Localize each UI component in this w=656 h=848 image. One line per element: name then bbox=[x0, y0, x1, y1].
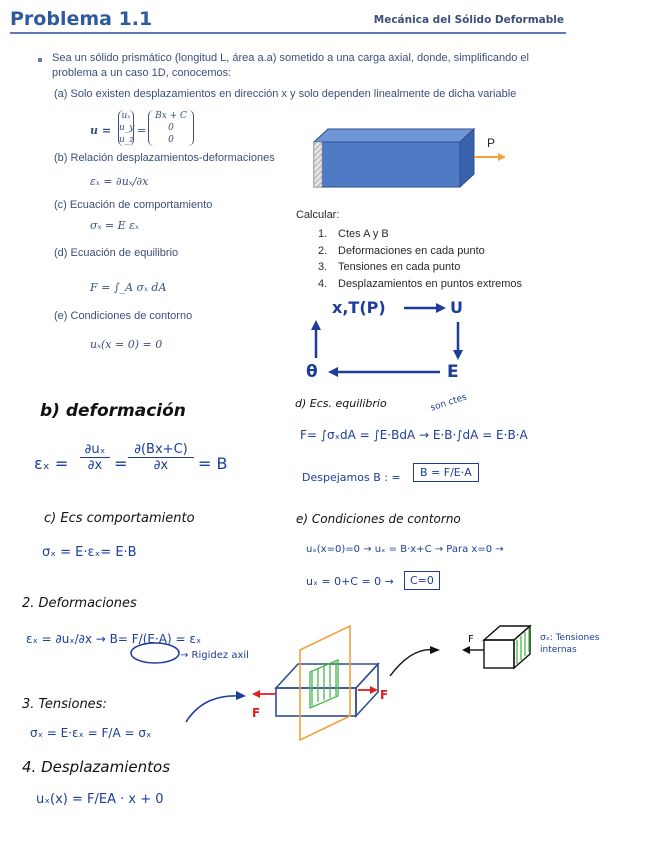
note-d-const: son ctes bbox=[429, 392, 469, 414]
eq-e: uₓ(x = 0) = 0 bbox=[90, 338, 163, 351]
note-d-solve: Despejamos B : = bbox=[302, 471, 401, 484]
curved-arrow bbox=[186, 696, 240, 722]
eq-c: σₓ = E εₓ bbox=[90, 219, 139, 232]
vec-uz: u_z bbox=[119, 135, 135, 145]
val-bx-c: Bx + C bbox=[155, 111, 187, 121]
page-title: Problema 1.1 bbox=[10, 8, 153, 30]
item-d: (d) Ecuación de equilibrio bbox=[54, 247, 179, 259]
calcular-item-1: 1. Ctes A y B bbox=[318, 228, 389, 240]
note-b-result: = B bbox=[198, 454, 228, 473]
note-s4-eq: uₓ(x) = F/EA · x + 0 bbox=[36, 792, 164, 807]
item-b: (b) Relación desplazamientos-deformaciones bbox=[54, 152, 275, 164]
item-e: (e) Condiciones de contorno bbox=[54, 310, 193, 322]
eq-u-lhs: u = bbox=[90, 124, 112, 137]
note-s2-eq: εₓ = ∂uₓ/∂x → B= F/(E·A) = εₓ bbox=[26, 632, 202, 646]
flow-top-right: U bbox=[450, 298, 463, 317]
note-b-lhs: εₓ = bbox=[34, 454, 69, 473]
section-plane bbox=[300, 626, 350, 740]
note-e-title: e) Condiciones de contorno bbox=[296, 512, 461, 526]
flow-bottom-left: θ bbox=[306, 362, 318, 382]
note-e-box: C=0 bbox=[404, 571, 440, 590]
force-label-right: F bbox=[380, 688, 389, 702]
note-s3-title: 3. Tensiones: bbox=[22, 697, 107, 712]
force-label-cut: F bbox=[468, 634, 474, 645]
val-0b: 0 bbox=[168, 135, 174, 145]
note-c-eq: σₓ = E·εₓ= E·B bbox=[42, 545, 137, 560]
eq-equals: = bbox=[137, 124, 147, 137]
page-subtitle: Mecánica del Sólido Deformable bbox=[373, 14, 564, 26]
intro-text: Sea un sólido prismático (longitud L, área a.a) sometido a una carga axial, donde, simplificando el problema a un caso 1D, conocemos: bbox=[52, 52, 529, 79]
note-s2-title: 2. Deformaciones bbox=[22, 596, 137, 611]
note-c-title: c) Ecs comportamiento bbox=[44, 511, 195, 526]
note-b-frac2: ∂(Bx+C) ∂x bbox=[128, 442, 194, 473]
vec-ux: uₓ bbox=[121, 111, 131, 121]
calcular-item-2: 2. Deformaciones en cada punto bbox=[318, 244, 485, 257]
note-b-eq-sign: = bbox=[114, 454, 128, 473]
note-e-eq1: uₓ(x=0)=0 → uₓ = B·x+C → Para x=0 → bbox=[306, 544, 504, 555]
note-s3-eq: σₓ = E·εₓ = F/A = σₓ bbox=[30, 726, 152, 740]
note-d-title: d) Ecs. equilibrio bbox=[295, 397, 387, 410]
flow-bottom-right: E bbox=[447, 362, 459, 382]
note-d-eq: F= ∫σₓdA = ∫E·BdA → E·B·∫dA = E·B·A bbox=[300, 428, 528, 442]
item-c: (c) Ecuación de comportamiento bbox=[54, 199, 213, 211]
item-a: (a) Solo existen desplazamientos en dirección x y solo dependen linealmente de dicha variable bbox=[54, 88, 517, 100]
note-s2-note: → Rigidez axil bbox=[180, 650, 249, 661]
tensiones-internas-label: σₓ: Tensiones internas bbox=[540, 633, 600, 655]
force-label-left: F bbox=[252, 706, 261, 720]
val-0a: 0 bbox=[168, 123, 174, 133]
eq-d: F = ∫_A σₓ dA bbox=[90, 281, 167, 294]
calcular-item-4: 4. Desplazamientos en puntos extremos bbox=[318, 277, 523, 290]
eq-b: εₓ = ∂uₓ/∂x bbox=[90, 175, 149, 188]
note-s4-title: 4. Desplazamientos bbox=[22, 758, 171, 776]
note-d-box: B = F/E·A bbox=[413, 463, 479, 482]
note-b-title: b) deformación bbox=[40, 401, 186, 421]
calcular-item-3: 3. Tensiones en cada punto bbox=[318, 261, 461, 273]
vec-uy: u_y bbox=[119, 123, 135, 133]
calcular-title: Calcular: bbox=[296, 209, 340, 221]
note-e-eq2: uₓ = 0+C = 0 → bbox=[306, 575, 394, 588]
note-b-frac1: ∂uₓ ∂x bbox=[80, 442, 110, 473]
flow-top-left: x,T(P) bbox=[332, 298, 386, 317]
load-label: P bbox=[487, 136, 496, 150]
